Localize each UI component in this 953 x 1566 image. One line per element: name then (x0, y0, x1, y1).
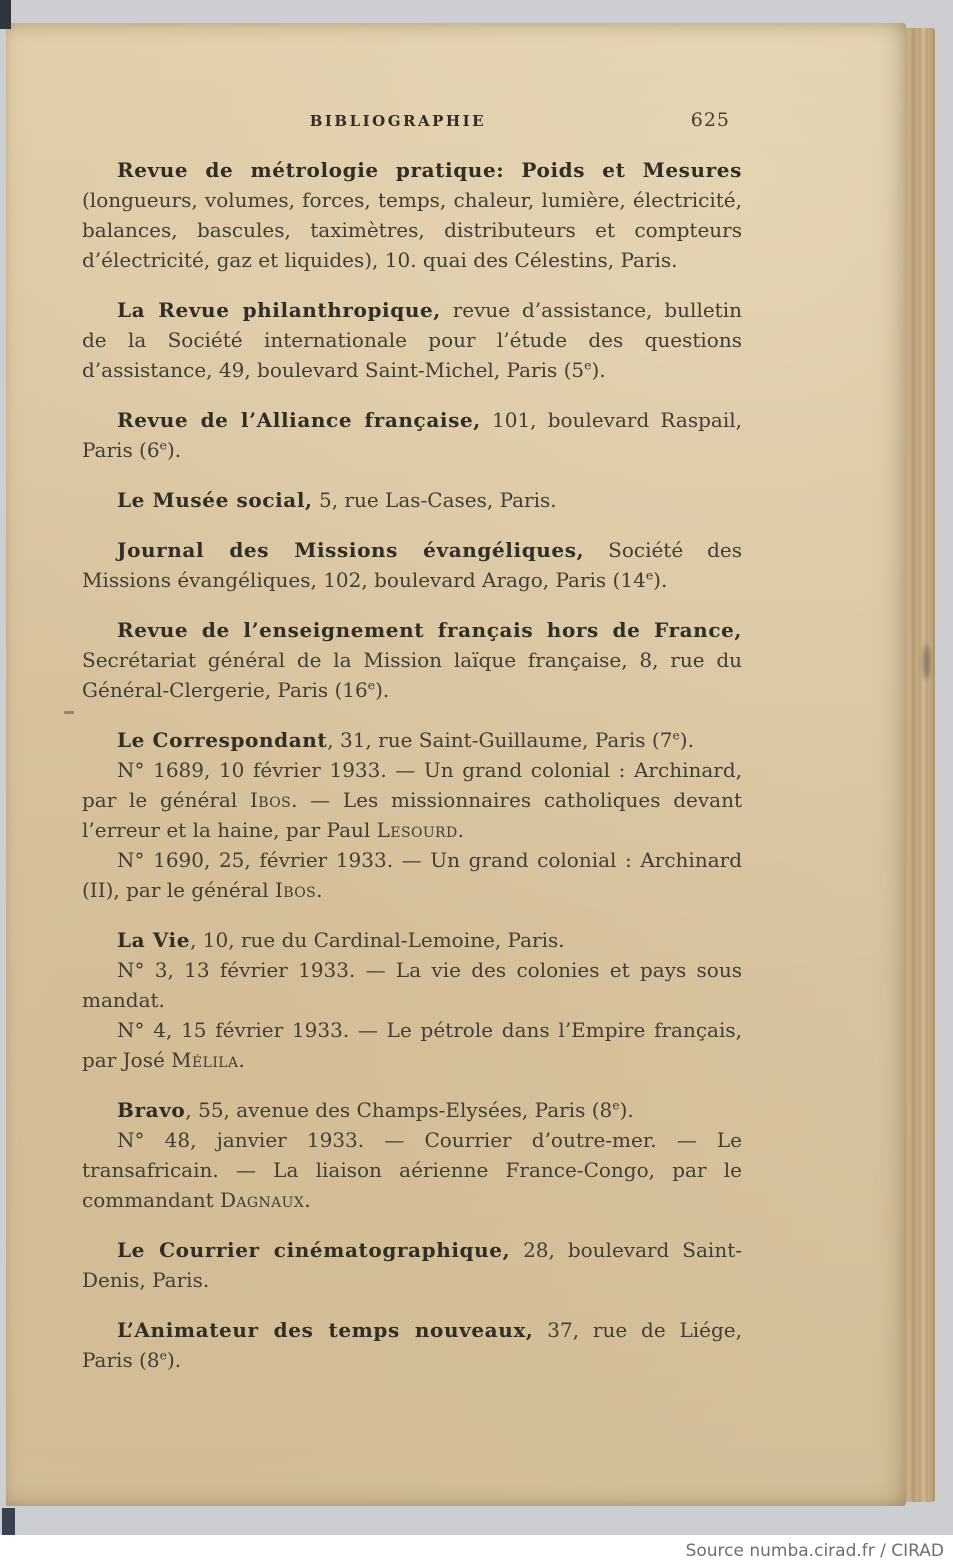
book-page (6, 23, 906, 1506)
bibliography-entry (82, 1095, 742, 1125)
text-run: L’Animateur des temps nouveaux, (117, 1318, 534, 1342)
text-run: , 10, rue du Cardinal-Lemoine, Paris. (190, 928, 565, 952)
source-bar (0, 1535, 953, 1566)
text-run: e (645, 567, 654, 583)
text-run: 37, rue de Liége, Paris (8 (82, 1318, 742, 1372)
bibliography-entry (82, 1235, 742, 1295)
text-run: N° 48, janvier 1933. — Courrier d’outre-mer. — Le transafricain. — La liaison aérienne France-Congo, par le commandant (82, 1128, 742, 1212)
text-run: Revue de l’Alliance française, (117, 408, 481, 432)
text-run: e (159, 1347, 167, 1363)
text-run: e (612, 1097, 620, 1113)
text-run: N° 1689, 10 février 1933. — Un grand colonial : Archinard, par le général (82, 758, 742, 812)
text-run: , 31, rue Saint-Guillaume, Paris (7 (327, 728, 673, 752)
text-run: Ibos (249, 788, 292, 812)
text-run: . (304, 1188, 311, 1212)
text-run: e (672, 727, 680, 743)
text-run: 28, boulevard Saint-Denis, Paris. (82, 1238, 742, 1292)
text-run: e (159, 437, 167, 453)
text-run: revue d’assistance, bulletin de la Société internationale pour l’étude des questions d’assistance, 49, boulevard Saint-Michel, Paris (5 (82, 298, 742, 382)
text-run: N° 3, 13 février 1933. — La vie des colonies et pays sous mandat. (82, 958, 742, 1012)
margin-mark (64, 711, 74, 714)
bibliography-entry (82, 1315, 742, 1375)
text-run: 101, boulevard Raspail, Paris (6 (82, 408, 742, 462)
text-run: N° 4, 15 février 1933. — Le pétrole dans l’Empire français, par José (82, 1018, 742, 1072)
bibliography-entry-item (82, 845, 742, 905)
text-run: ). (619, 1098, 634, 1122)
text-run: Lesourd (376, 818, 458, 842)
bibliography-text (82, 109, 742, 1375)
text-run: Dagnaux (219, 1188, 305, 1212)
text-run: Société des Missions évangéliques, 102, boulevard Arago, Paris (14 (82, 538, 743, 592)
text-run: ). (166, 438, 182, 462)
text-run: Mélila (171, 1048, 239, 1072)
text-run: La Vie (117, 928, 191, 952)
text-run: Revue de l’enseignement français hors de France, (117, 618, 742, 642)
text-run: ). (591, 358, 606, 382)
text-run: Le Musée social, (117, 488, 313, 512)
book-fore-edge (906, 28, 935, 1502)
text-run: Bravo (117, 1098, 186, 1122)
text-run: ). (653, 568, 668, 592)
text-run: 5, rue Las-Cases, Paris. (312, 488, 557, 512)
scan-artifact-bottom-left (2, 1508, 15, 1536)
text-run: . (316, 878, 323, 902)
text-run: e (584, 357, 592, 373)
text-run: Journal des Missions évangéliques, (117, 538, 585, 562)
text-run: Ibos (274, 878, 317, 902)
bibliography-entry-item (82, 1125, 742, 1215)
text-run: La Revue philanthropique, (117, 298, 441, 322)
text-run: N° 1690, 25, février 1933. — Un grand colonial : Archinard (II), par le général (82, 848, 742, 902)
scan-smudge (923, 645, 930, 679)
text-run: . (457, 818, 464, 842)
text-run: . — Les missionnaires catholiques devant l’erreur et la haine, par Paul (82, 788, 742, 842)
bibliography-entry-item (82, 955, 742, 1015)
bibliography-entry (82, 725, 742, 755)
source-label: Source numba.cirad.fr / CIRAD (685, 1540, 944, 1561)
bibliography-entry (82, 925, 742, 955)
scan-artifact-top-left (0, 0, 11, 29)
bibliography-entry (82, 295, 742, 385)
text-run: ). (375, 678, 390, 702)
bibliography-entry (82, 485, 742, 515)
text-run: Secrétariat général de la Mission laïque française, 8, rue du Général-Clergerie, Paris (16 (82, 648, 742, 702)
bibliography-entry (82, 405, 742, 465)
running-head (82, 109, 742, 135)
bibliography-entry (82, 535, 742, 595)
text-run: (longueurs, volumes, forces, temps, chaleur, lumière, électricité, balances, bascules, taximètres, distributeurs et compteurs d’électricité, gaz et liquides), 10. quai des Célestins, Paris. (82, 188, 742, 272)
running-title: BIBLIOGRAPHIE (309, 112, 487, 130)
text-run: ). (166, 1348, 182, 1372)
text-run: e (367, 677, 376, 693)
text-run: . (238, 1048, 245, 1072)
text-run: ). (679, 728, 694, 752)
text-run: Revue de métrologie pratique: Poids et Mesures (117, 158, 742, 182)
text-run: Le Courrier cinématographique, (117, 1238, 511, 1262)
text-run: , 55, avenue des Champs-Elysées, Paris (8 (185, 1098, 613, 1122)
page-number: 625 (690, 109, 730, 131)
bibliography-entry-item (82, 755, 742, 845)
bibliography-entry (82, 155, 742, 275)
bibliography-entry (82, 615, 742, 705)
text-run: Le Correspondant (117, 728, 328, 752)
bibliography-entry-item (82, 1015, 742, 1075)
